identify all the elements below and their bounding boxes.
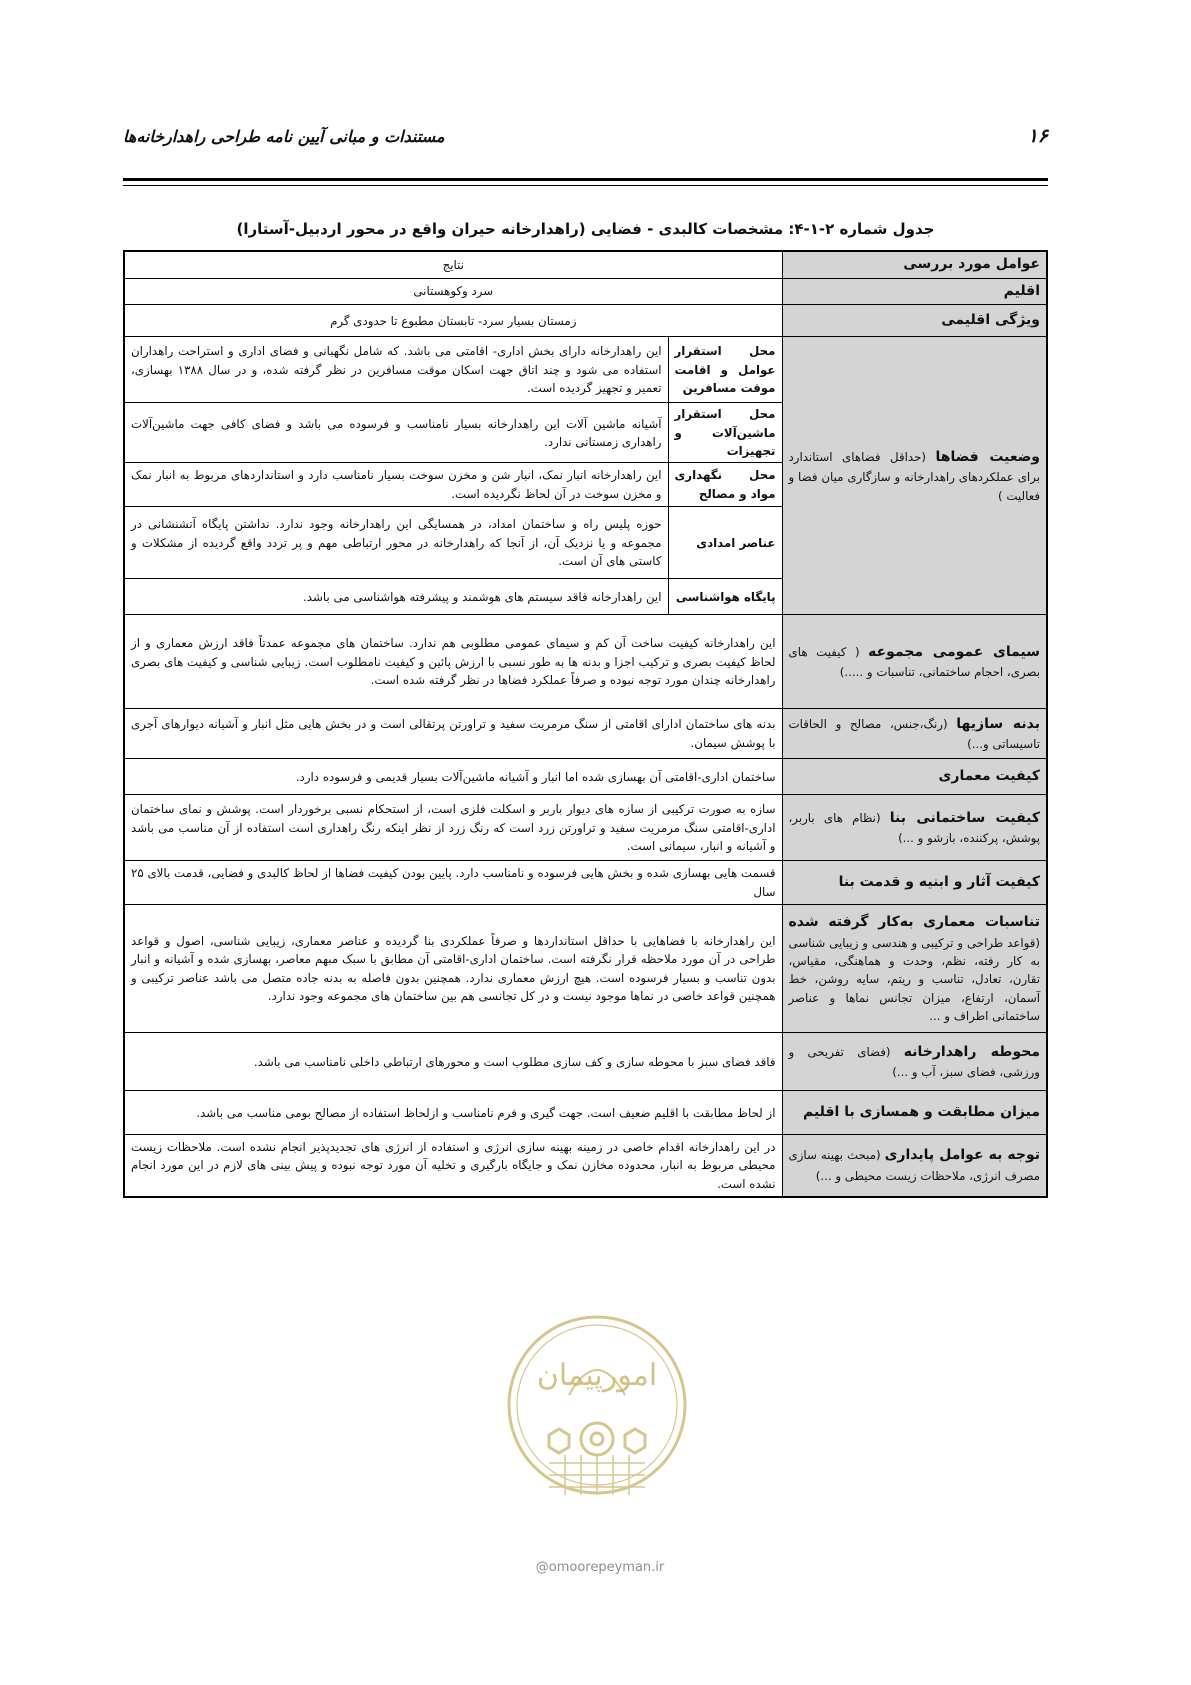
table-row xyxy=(124,1033,1047,1091)
factor-cell: محوطه راهدارخانه (فضای تفریحی و ورزشی، فضای سبز، آب و ...) xyxy=(782,1033,1047,1091)
logo-script: امورپیمان xyxy=(536,1358,658,1393)
table-row xyxy=(124,861,1047,905)
factor-cell: کیفیت معماری xyxy=(782,759,1047,795)
page-number: ۱۶ xyxy=(1027,125,1048,147)
factor-cell: کیفیت ساختمانی بنا (نظام های باربر، پوشش، پرکننده، بازشو و ...) xyxy=(782,795,1047,861)
factor-cell: بدنه سازیها (رنگ،جنس، مصالح و الحاقات تاسیساتی و...) xyxy=(782,709,1047,759)
factor-header: عوامل مورد بررسی xyxy=(782,251,1047,278)
factor-cell-spaces: وضعیت فضاها (حداقل فضاهای استاندارد برای عملکردهای راهدارخانه و سازگاری میان فضا و فعالیت ) xyxy=(782,337,1047,615)
header-rule-thick xyxy=(123,178,1048,181)
header-rule-thin xyxy=(123,185,1048,186)
sub-factor-cell: محل نگهداری مواد و مصالح xyxy=(668,463,782,507)
table-row xyxy=(124,795,1047,861)
table-row xyxy=(124,905,1047,1033)
factor-cell: کیفیت آثار و ابنیه و قدمت بنا xyxy=(782,861,1047,905)
value-cell: قسمت هایی بهسازی شده و بخش هایی فرسوده و نامناسب دارد. پایین بودن کیفیت فضاها از لحاظ کالبدی و فضایی، قدمت بالای ۲۵ سال xyxy=(124,861,782,905)
specs-table xyxy=(123,250,1048,1198)
sub-factor-cell: پایگاه هواشناسی xyxy=(668,579,782,615)
page-header xyxy=(123,125,1048,157)
value-cell: این راهدارخانه انبار نمک، انبار شن و مخزن سوخت بسیار نامناسب دارد و استانداردهای مربوط به انبار نمک و مخزن سوخت در آن لحاظ نگردیده است. xyxy=(124,463,668,507)
value-cell: فاقد فضای سبز با محوطه سازی و کف سازی مطلوب است و محورهای ارتباطی داخلی نامناسب می باشد. xyxy=(124,1033,782,1091)
value-cell: سازه به صورت ترکیبی از سازه های دیوار باربر و اسکلت فلزی است، از استحکام نسبی برخوردار است. پوشش و نمای ساختمان اداری-اقامتی سنگ مرمریت سفید و تراورتن زرد است که رنگ زرد از نظر اینکه رنگ راهداری است استفاده از آن مناسب می باشد و آشیانه و انبار، سیمانی است. xyxy=(124,795,782,861)
book-title: مستندات و مبانی آیین نامه طراحی راهدارخانه‌ها xyxy=(123,127,445,146)
value-cell: بدنه های ساختمان ادارای اقامتی از سنگ مرمریت سفید و تراورتن پرتقالی است و در بخش هایی مثل انبار و آشیانه دیوارهای آجری با پوشش سیمان. xyxy=(124,709,782,759)
sub-factor-cell: محل استقرار عوامل و اقامت موقت مسافرین xyxy=(668,337,782,403)
table-row xyxy=(124,759,1047,795)
factor-cell: میزان مطابقت و همسازی با اقلیم xyxy=(782,1091,1047,1135)
sub-factor-cell: محل استقرار ماشین‌آلات و تجهیزات xyxy=(668,403,782,463)
result-header: نتایج xyxy=(124,251,782,278)
table-row xyxy=(124,337,1047,403)
value-cell: آشیانه ماشین آلات این راهدارخانه بسیار نامناسب و فرسوده می باشد و فضای کافی جهت ماشین‌آلات راهداری زمستانی ندارد. xyxy=(124,403,668,463)
table-header-row xyxy=(124,251,1047,278)
table-row xyxy=(124,278,1047,305)
factor-cell: تناسبات معماری به‌کار گرفته شده (قواعد طراحی و ترکیبی و هندسی و زیبایی شناسی به کار رفته، نظم، وحدت و هماهنگی، مقیاس، تقارن، تعادل، تناسب و ریتم، سایه روشن، خط آسمان، ارتفاع، میزان تجانس نماها و عناصر ساختمانی اطراف و ... xyxy=(782,905,1047,1033)
factor-cell: اقلیم xyxy=(782,278,1047,305)
value-cell: سرد وکوهستانی xyxy=(124,278,782,305)
value-cell: در این راهدارخانه اقدام خاصی در زمینه بهینه سازی انرژی و استفاده از انرژی های تجدیدپذیر انجام نشده است. ملاحظات زیست محیطی مربوط به انبار، محدوده مخازن نمک و جایگاه بارگیری و تخلیه آن مورد توجه نبوده و پیش بینی های لازم در این مورد انجام نشده است. xyxy=(124,1135,782,1197)
value-cell: این راهدارخانه با فضاهایی با حداقل استانداردها و صرفاً عملکردی بنا گردیده و عناصر معماری، زیبایی شناسی، اصول و قواعد طراحی در آن مورد ملاحظه قرار نگرفته است. ساختمان اداری-اقامتی آن مطابق با سبک مبهم معاصر، بهسازی شده و آشیانه و انبار بدون تناسب و بسیار فرسوده است. هیچ ارزش معماری ندارد. همچنین بدون فاصله به بدنه جاده متصل می باشد عناصر ترکیبی و همچنین قواعد خاصی در نماها موجود نیست و در کل تجانسی هم بین ساختمان های مجموعه وجود ندارد. xyxy=(124,905,782,1033)
watermark-logo xyxy=(497,1295,697,1555)
value-cell: این راهدارخانه کیفیت ساخت آن کم و سیمای عمومی مطلوبی هم ندارد. ساختمان های مجموعه عمدتاً فاقد ارزش معماری و از لحاظ کیفیت بصری و ترکیب اجزا و بدنه ها به طور نسبی با ارزش پائین و کیفیت نامطلوب است. زیبایی شناسی و کیفیت های بصری راهدارخانه چندان مورد توجه نبوده و صرفاً عملکرد فضاها در نظر گرفته شده است. xyxy=(124,615,782,709)
table-row xyxy=(124,305,1047,337)
value-cell: زمستان بسیار سرد- تابستان مطبوع تا حدودی گرم xyxy=(124,305,782,337)
table-row xyxy=(124,615,1047,709)
factor-cell: سیمای عمومی مجموعه ( کیفیت های بصری، احجام ساختمانی، تناسبات و .....) xyxy=(782,615,1047,709)
value-cell: این راهدارخانه دارای بخش اداری- اقامتی می باشد. که شامل نگهبانی و فضای اداری و استراحت راهداران استفاده می شود و چند اتاق جهت اسکان موقت مسافرین در نظر گرفته شده، و در سال ۱۳۸۸ بهسازی، تعمیر و تجهیز گردیده است. xyxy=(124,337,668,403)
factor-cell: توجه به عوامل پایداری (مبحث بهینه سازی مصرف انرژی، ملاحظات زیست محیطی و ...) xyxy=(782,1135,1047,1197)
table-row xyxy=(124,709,1047,759)
value-cell: این راهدارخانه فاقد سیستم های هوشمند و پیشرفته هواشناسی می باشد. xyxy=(124,579,668,615)
factor-cell: ویژگی اقلیمی xyxy=(782,305,1047,337)
value-cell: از لحاظ مطابقت با اقلیم ضعیف است. جهت گیری و فرم نامناسب و ازلحاظ استفاده از مصالح بومی مناسب می باشد. xyxy=(124,1091,782,1135)
sub-factor-cell: عناصر امدادی xyxy=(668,507,782,579)
value-cell: حوزه پلیس راه و ساختمان امداد، در همسایگی این راهدارخانه وجود ندارد. نداشتن پایگاه آتشنشانی در مجموعه و یا نزدیک آن، از آنجا که راهدارخانه در محور ارتباطی مهم و پر تردد واقع گردیده از مشکلات و کاستی های آن است. xyxy=(124,507,668,579)
table-row xyxy=(124,1091,1047,1135)
table-caption: جدول شماره ۲-۱-۴: مشخصات کالبدی - فضایی (راهدارخانه حیران واقع در محور اردبیل-آستارا) xyxy=(236,220,935,238)
website-watermark: @omoorepeyman.ir xyxy=(535,1560,665,1575)
value-cell: ساختمان اداری-اقامتی آن بهسازی شده اما انبار و آشیانه ماشین‌آلات بسیار قدیمی و فرسوده دارد. xyxy=(124,759,782,795)
table-row xyxy=(124,1135,1047,1197)
